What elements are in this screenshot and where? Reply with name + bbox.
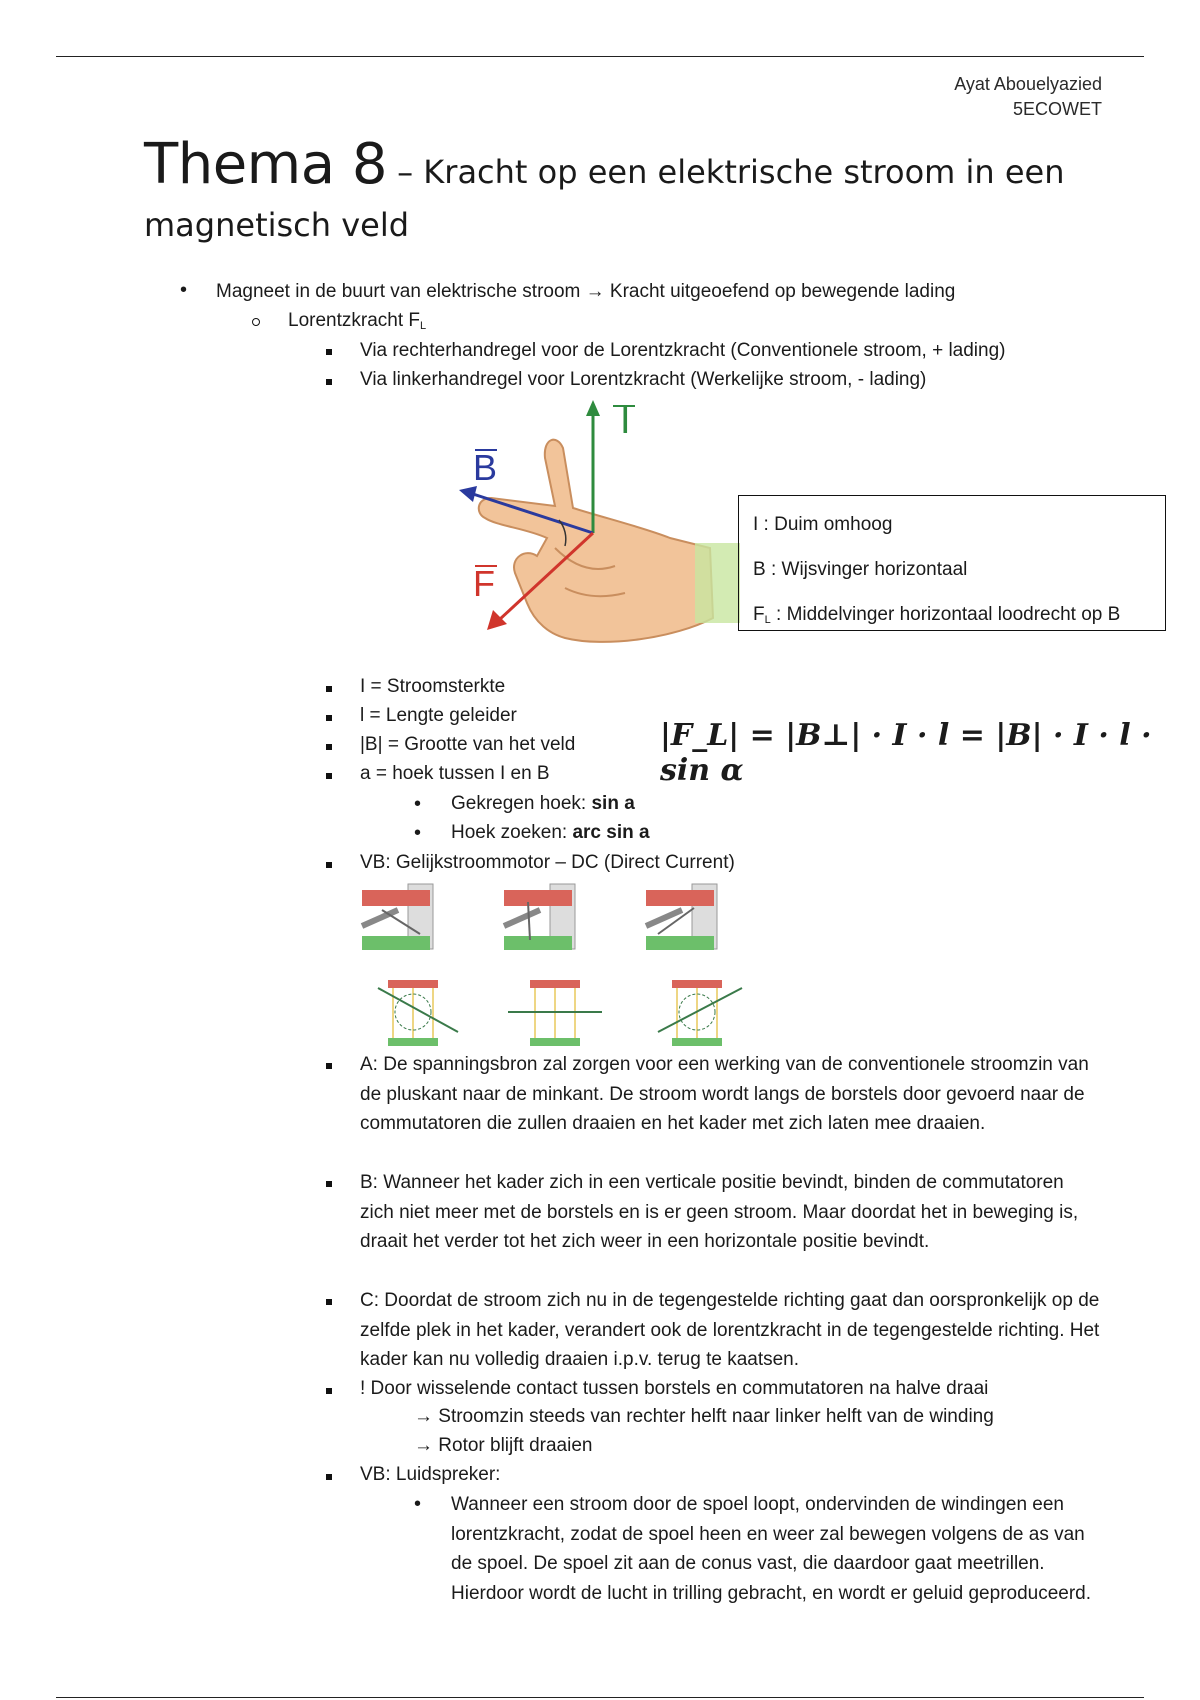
bottom-rule xyxy=(56,1697,1144,1698)
legend-f-label: F xyxy=(753,604,765,625)
legend-index-finger: B : Wijsvinger horizontaal xyxy=(753,559,968,580)
force-arrowhead xyxy=(487,610,507,630)
given-angle-label: Gekregen hoek: xyxy=(451,793,592,814)
bullet-square xyxy=(326,1375,332,1403)
hand-shape xyxy=(479,440,713,642)
legend-middle-finger xyxy=(753,592,1151,643)
def-current: I = Stroomsterkte xyxy=(360,676,506,697)
bullet-right-hand-rule: Via rechterhandregel voor de Lorentzkracht (Conventionele stroom, + lading) xyxy=(360,340,1006,361)
find-angle-label: Hoek zoeken: xyxy=(451,822,573,843)
bullet-circle xyxy=(252,307,260,335)
motor-arrow-2: → Rotor blijft draaien xyxy=(414,1435,593,1456)
hand-rule-legend xyxy=(738,495,1166,631)
title-rest: – Kracht op een elektrische stroom in een xyxy=(386,153,1065,191)
bullet-square xyxy=(326,366,332,394)
dc-motor-figure xyxy=(358,880,778,1050)
def-field: |B| = Grootte van het veld xyxy=(360,734,576,755)
class-code: 5ECOWET xyxy=(1012,99,1102,119)
bullet-magnet: Magneet in de buurt van elektrische stroom → Kracht uitgeoefend op bewegende lading xyxy=(216,281,956,302)
bullet-square xyxy=(326,673,332,701)
current-arrowhead xyxy=(586,400,600,416)
speaker-heading: VB: Luidspreker: xyxy=(360,1464,501,1485)
given-angle-value: sin a xyxy=(591,793,635,814)
bullet-square xyxy=(326,760,332,788)
lorentz-label: Lorentzkracht F xyxy=(288,310,420,331)
motor-heading: VB: Gelijkstroommotor – DC (Direct Current) xyxy=(360,852,735,873)
title-main: Thema 8 xyxy=(144,132,387,197)
given-angle xyxy=(451,790,635,818)
bullet-square xyxy=(326,849,332,877)
motor-step-c: C: Doordat de stroom zich nu in de tegengestelde richting gaat dan oorspronkelijk op de zelfde plek in het kader, verandert ook de lorentzkracht in de tegengestelde richting. Het kader kan nu volledig draaien i.p.v. terug te kaatsen. xyxy=(360,1290,1100,1370)
bullet-square xyxy=(326,1168,332,1196)
sleeve xyxy=(695,543,740,623)
bullet-square xyxy=(326,731,332,759)
bullet-left-hand-rule: Via linkerhandregel voor Lorentzkracht (Werkelijke stroom, - lading) xyxy=(360,369,927,390)
title-line2: magnetisch veld xyxy=(144,206,410,244)
motor-step-a: A: De spanningsbron zal zorgen voor een werking van de conventionele stroomzin van de pluskant naar de minkant. De stroom wordt langs de borstels door gevoerd naar de commutatoren die zullen draaien en het kader met zich laten mee draaien. xyxy=(360,1054,1089,1134)
label-I: I xyxy=(620,400,631,442)
page-title xyxy=(144,132,1104,255)
bullet-square xyxy=(326,336,332,364)
motor-step-b: B: Wanneer het kader zich in een verticale positie bevindt, binden de commutatoren zich niet meer met de borstels en is er geen stroom. Maar doordat het in beweging is, draait het verder tot het zich weer in een horizontale positie bevindt. xyxy=(360,1172,1079,1252)
motor-stage-c xyxy=(646,884,742,1046)
def-length: l = Lengte geleider xyxy=(360,705,517,726)
author-name: Ayat Abouelyazied xyxy=(954,74,1102,94)
bullet-square xyxy=(326,1050,332,1078)
find-angle-value: arc sin a xyxy=(572,822,650,843)
motor-stage-b xyxy=(504,884,602,1046)
lorentz-sub: L xyxy=(420,320,427,332)
legend-thumb: I : Duim omhoog xyxy=(753,514,893,535)
bullet-dot: • xyxy=(414,1493,422,1515)
find-angle xyxy=(451,819,650,847)
speaker-text: Wanneer een stroom door de spoel loopt, ondervinden de windingen een lorentzkracht, zodat de spoel heen en weer zal bewegen volgens de as van de spoel. De spoel zit aan de conus vast, die daardoor gaat meetrillen. Hierdoor wordt de lucht in trilling gebracht, en wordt er geluid geproduceerd. xyxy=(451,1494,1092,1604)
label-F: F xyxy=(473,563,495,604)
bullet-dot: • xyxy=(414,793,422,815)
lorentz-formula: |F_L| = |B⊥| · I · l = |B| · I · l · sin α xyxy=(660,718,1152,788)
document-header xyxy=(954,72,1102,122)
def-angle: a = hoek tussen I en B xyxy=(360,763,550,784)
motor-stage-a xyxy=(362,884,458,1046)
legend-f-text: : Middelvinger horizontaal loodrecht op B xyxy=(770,604,1121,625)
motor-note: ! Door wisselende contact tussen borstels en commutatoren na halve draai xyxy=(360,1378,989,1399)
bullet-dot: • xyxy=(414,822,422,844)
bullet-square xyxy=(326,1461,332,1489)
label-B: B xyxy=(473,447,498,488)
bullet-dot: • xyxy=(180,279,188,301)
field-arrowhead xyxy=(459,486,477,502)
legend-f-sub: L xyxy=(764,614,771,626)
bullet-lorentz xyxy=(288,307,426,340)
right-hand-rule-figure xyxy=(455,398,740,660)
top-rule xyxy=(56,56,1144,57)
bullet-square xyxy=(326,702,332,730)
bullet-square xyxy=(326,1286,332,1314)
motor-arrow-1: → Stroomzin steeds van rechter helft naar linker helft van de winding xyxy=(414,1406,994,1427)
